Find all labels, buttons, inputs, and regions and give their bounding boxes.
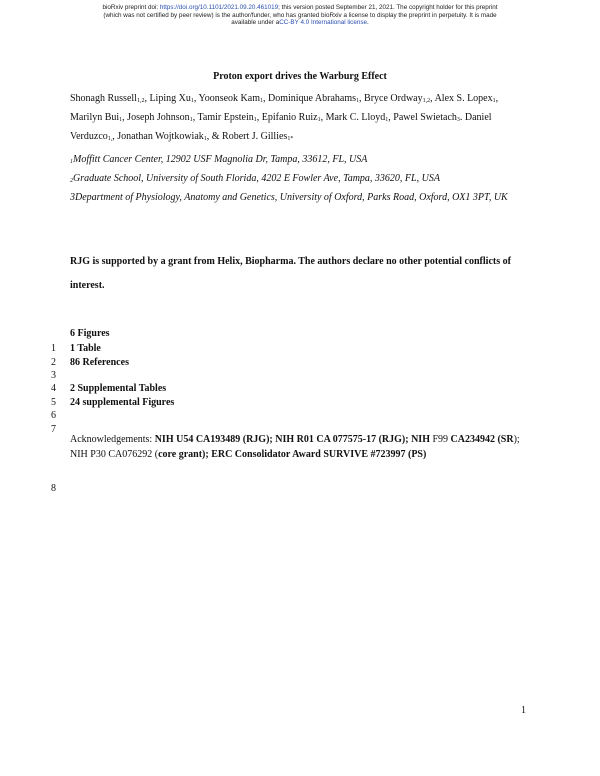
affiliation-text: Graduate School, University of South Florida, 4202 E Fowler Ave, Tampa, 33620, FL, USA <box>73 173 440 184</box>
reference-count: 86 References <box>70 357 129 368</box>
author-separator: . <box>459 112 465 123</box>
author-separator: , <box>122 112 128 123</box>
author-affiliation-mark: 1 <box>259 98 263 104</box>
author-affiliation-mark: 1* <box>287 136 294 142</box>
affiliation-mark: 2 <box>70 178 73 184</box>
author-affiliation-mark: 3 <box>456 117 460 123</box>
author-affiliation-mark: 1 <box>317 117 321 123</box>
author-separator: , <box>193 93 199 104</box>
page-number: 1 <box>521 705 526 716</box>
author-separator: , <box>320 112 326 123</box>
ack-grant: CA234942 (SR <box>450 434 514 445</box>
author-affiliation-mark: 1 <box>203 136 207 142</box>
author-affiliation-mark: 1,2 <box>136 98 145 104</box>
author-separator: , <box>112 131 118 142</box>
author-name: Marilyn Bui <box>70 112 120 123</box>
author-name: Robert J. Gillies <box>222 131 288 142</box>
funding-statement: RJG is supported by a grant from Helix, Biopharma. The authors declare no other potential conflicts of interest. <box>70 256 511 291</box>
author-affiliation-mark: 1 <box>189 117 193 123</box>
preprint-text: bioRxiv preprint doi: <box>102 4 160 11</box>
preprint-text: ; this version posted September 21, 2021. The copyright holder for this preprint <box>278 4 498 11</box>
figure-count: 6 Figures <box>70 328 110 339</box>
doi-link[interactable]: https://doi.org/10.1101/2021.09.20.461019 <box>159 4 279 11</box>
preprint-notice <box>40 4 560 27</box>
author-separator: , <box>256 112 262 123</box>
author-affiliation-mark: 1 <box>253 117 257 123</box>
line-number: 3 <box>51 370 56 381</box>
author-separator: , <box>192 112 198 123</box>
ack-grant: NIH U54 CA193489 (RJG); NIH R01 CA 077575-17 (RJG); NIH <box>154 434 433 445</box>
author-affiliation-mark: 1 <box>385 117 389 123</box>
author-separator: , <box>144 93 150 104</box>
ack-label: Acknowledgements: <box>70 434 155 445</box>
license-link[interactable]: CC-BY 4.0 International license <box>279 19 367 27</box>
author-name: Jonathan Wojtkowiak <box>117 131 204 142</box>
author-affiliation-mark: 1,2 <box>422 98 431 104</box>
line-number: 2 <box>51 357 56 368</box>
author-name: Liping Xu <box>149 93 191 104</box>
affiliation <box>70 169 530 188</box>
ack-grant: F99 <box>432 434 451 445</box>
author-separator: , <box>262 93 268 104</box>
author-list <box>70 89 530 146</box>
table-count: 1 Table <box>70 343 101 354</box>
author-name: Pawel Swietach <box>393 112 457 123</box>
line-number: 4 <box>51 383 56 394</box>
author-name: Tamir Epstein <box>197 112 254 123</box>
author-affiliation-mark: 1 <box>190 98 194 104</box>
affiliation-list <box>70 150 530 207</box>
author-name: Joseph Johnson <box>127 112 190 123</box>
affiliation <box>70 150 530 169</box>
author-name: Alex S. Lopex <box>434 93 493 104</box>
ack-grant: core grant); ERC Consolidator Award SURVIVE #723997 (PS) <box>158 449 427 460</box>
line-number: 6 <box>51 410 56 421</box>
affiliation <box>70 188 530 207</box>
paper-title: Proton export drives the Warburg Effect <box>213 71 387 82</box>
author-separator: , <box>359 93 365 104</box>
line-number: 5 <box>51 397 56 408</box>
author-affiliation-mark: 1, <box>107 136 113 142</box>
author-separator: , & <box>206 131 223 142</box>
affiliation-mark: 1 <box>70 159 73 165</box>
line-number: 8 <box>51 483 56 494</box>
preprint-text: available under a <box>231 19 280 27</box>
author-name: Epifanio Ruiz <box>261 112 318 123</box>
author-affiliation-mark: 1 <box>492 98 496 104</box>
affiliation-text: Moffitt Cancer Center, 12902 USF Magnolia Dr, Tampa, 33612, FL, USA <box>73 154 368 165</box>
author-affiliation-mark: 1 <box>356 98 360 104</box>
line-number: 1 <box>51 343 56 354</box>
affiliation-text: 3Department of Physiology, Anatomy and Genetics, University of Oxford, Parks Road, Oxford, OX1 3PT, UK <box>70 192 508 203</box>
acknowledgements <box>70 432 530 462</box>
author-name: Yoonseok Kam <box>198 93 260 104</box>
author-name: Bryce Ordway <box>364 93 423 104</box>
preprint-text: (which was not certified by peer review) is the author/funder, who has granted bioRxiv a license to display the preprint in perpetuity. It is made <box>103 11 497 19</box>
author-affiliation-mark: 1 <box>119 117 123 123</box>
author-name: Mark C. Lloyd <box>325 112 386 123</box>
supp-table-count: 2 Supplemental Tables <box>70 383 167 394</box>
line-number: 7 <box>51 424 56 435</box>
author-name: Daniel Verduzco <box>70 112 492 142</box>
preprint-text: . <box>366 19 369 27</box>
supp-figure-count: 24 supplemental Figures <box>70 397 175 408</box>
author-name: Shonagh Russell <box>70 93 137 104</box>
author-separator: , <box>388 112 394 123</box>
author-separator: , <box>495 93 499 104</box>
ack-grant: ); NIH P30 CA076292 ( <box>70 434 520 460</box>
author-name: Dominique Abrahams <box>267 93 357 104</box>
author-separator: , <box>430 93 435 104</box>
